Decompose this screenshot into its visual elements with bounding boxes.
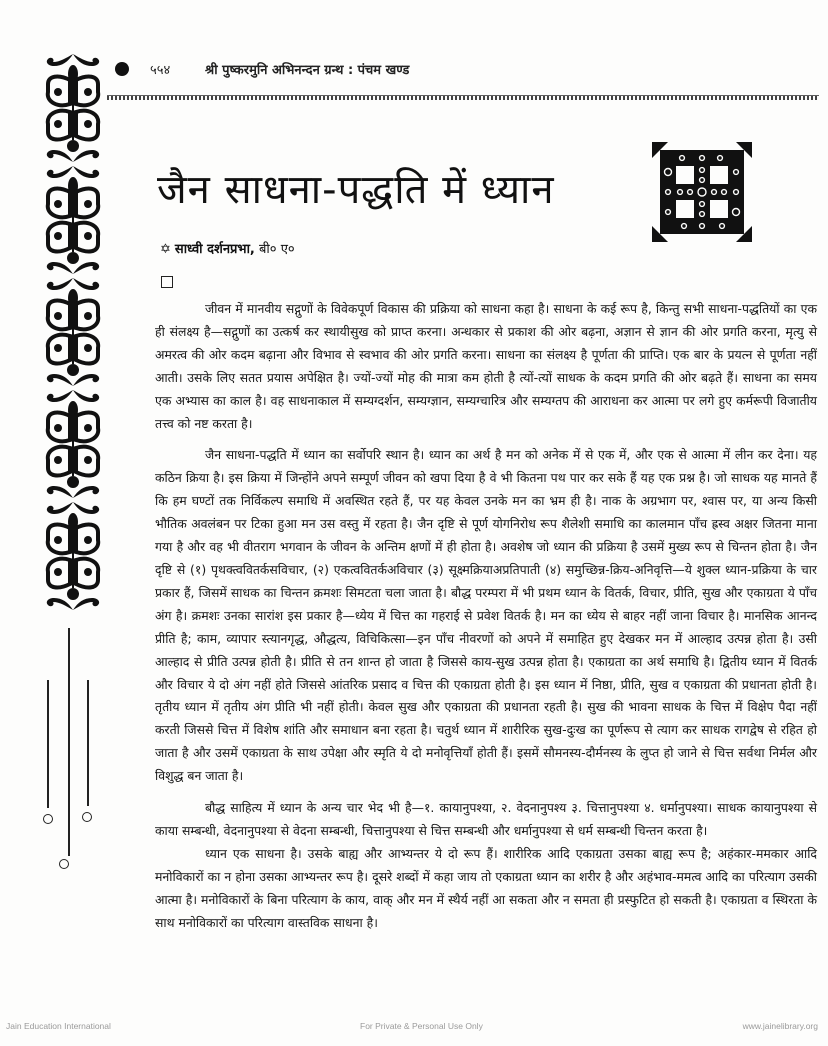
ornament-motif-icon	[40, 52, 106, 164]
header-dotted-rule	[107, 95, 819, 100]
author-line	[160, 239, 295, 257]
paragraph: जैन साधना-पद्धति में ध्यान का सर्वोपरि स्थान है। ध्यान का अर्थ है मन को अनेक में से एक में, और एक से आत्मा में लीन कर देना। यह कठिन क्रिया है। इस क्रिया में जिन्होंने अपने सम्पूर्ण जीवन को खपा दिया है वे भी कितना पथ पार कर सके हैं यह एक प्रश्न है। जो साधक यह मानते हैं कि हम घण्टों तक निर्विकल्प समाधि में अवस्थित रहते हैं, पर यह केवल उनके मन का भ्रम ही है। नाक के अग्रभाग पर, श्वास पर, या अन्य किसी भौतिक अवलंबन पर टिका हुआ मन उस वस्तु में रहता है। जैन दृष्टि से पूर्ण योगनिरोध रूप शैलेशी समाधि का कालमान पाँच ह्रस्व अक्षर जितना माना गया है और वह भी वीतराग भगवान के जीवन के अन्तिम क्षणों में ही होता है। अवशेष जो ध्यान की प्रक्रिया है उसमें मुख्य रूप से चिन्तन होता है। जैन दृष्टि से (१) पृथक्त्ववितर्कसविचार, (२) एकत्ववितर्कअविचार (३) सूक्ष्मक्रियाअप्रतिपाती (४) समुच्छिन्न-क्रिय-अनिवृत्ति—ये शुक्ल ध्यान-प्रक्रिया के चार प्रकार हैं, जिसमें साधक का चिन्तन क्रमशः सिमटता चला जाता है। बौद्ध परम्परा में भी प्रथम ध्यान के वितर्क, विचार, प्रीति, सुख और एकाग्रता ये पाँच अंग है। क्रमशः उनका सारांश इस प्रकार है—ध्येय में चित्त का गहराई से प्रवेश वितर्क है। मन का ध्येय से बाहर नहीं जाना विचार है। मानसिक आनन्द प्रीति है; काम, व्यापार स्त्यानगृद्ध, औद्धत्य, विचिकित्सा—इन पाँच नीवरणों को अपने में समाहित हुए देखकर मन में आल्हाद उत्पन्न होता है। उसी आल्हाद से प्रीति उत्पन्न होती है। प्रीति से तन शान्त हो जाता है जिससे काय-सुख उत्पन्न होता है। एकाग्रता का अर्थ समाधि है। द्वितीय ध्यान में वितर्क और विचार ये दो अंग नहीं होते जिससे आंतरिक प्रसाद व चित्त की एकाग्रता होती है। इस ध्यान में निष्ठा, प्रीति, सुख व एकाग्रता की प्रधानता होती है। तृतीय ध्यान में तृतीय अंग प्रीति भी नहीं होती। केवल सुख और एकाग्रता की प्रधानता रहती है। सुख की भावना साधक के चित्त में विक्षेप पैदा नहीं करती जिससे चित्त में विशेष शांति और समाधान बना रहता है। चतुर्थ ध्यान में शारीरिक सुख-दुःख का पूर्णरूप से त्याग कर साधक रागद्वेष से रहित हो जाता है और उसमें एकाग्रता के साथ उपेक्षा और स्मृति ये दो मनोवृत्तियाँ होती हैं। इसमें सौमनस्य-दौर्मनस्य के लुप्त हो जाने से चित्त सर्वथा निर्मल और विशुद्ध बन जाता है।	[155, 447, 817, 784]
hanging-line	[68, 628, 70, 856]
page-number: ५५४	[150, 63, 171, 78]
hanging-line	[47, 680, 49, 808]
ring-icon	[59, 859, 69, 869]
swastika-emblem-icon	[652, 142, 752, 242]
ornament-motif-icon	[40, 276, 106, 388]
ring-icon	[43, 814, 53, 824]
hanging-line	[87, 680, 89, 806]
ornament-motif-icon	[40, 500, 106, 612]
author-degree: बी० ए०	[254, 242, 295, 257]
running-header-title: श्री पुष्करमुनि अभिनन्दन ग्रन्थ : पंचम खण्ड	[205, 63, 410, 78]
ornament-motif-icon	[40, 164, 106, 276]
paragraph: जीवन में मानवीय सद्गुणों के विवेकपूर्ण विकास की प्रक्रिया को साधना कहा है। साधना के कई रूप है, किन्तु सभी साधना-पद्धतियों का एक ही संलक्ष्य है—सद्गुणों का उत्कर्ष कर स्थायीसुख को प्राप्त करना। अन्धकार से प्रकाश की ओर बढ़ना, अज्ञान से ज्ञान की ओर प्रगति करना, मृत्यु से अमरत्व की ओर कदम बढ़ाना और विभाव से स्वभाव की ओर प्रगति करना। साधना का संलक्ष्य है पूर्णता की प्राप्ति। एक बार के प्रयत्न से पूर्णता नहीं आती। उसके लिए सतत प्रयास अपेक्षित है। ज्यों-ज्यों मोह की मात्रा कम होती है त्यों-त्यों साधक के कदम प्रगति की ओर बढ़ते हैं। साधना का समय एक अभ्यास का काल है। वह साधनाकाल में सम्यग्दर्शन, सम्यग्ज्ञान, सम्यग्चारित्र और सम्यग्तप की आराधना कर आत्मा पर लगे हुए कर्मरूपी विजातीय तत्त्व को नष्ट करता है।	[155, 301, 817, 431]
ornament-motif-icon	[40, 388, 106, 500]
ring-icon	[82, 812, 92, 822]
square-box-icon	[161, 276, 173, 288]
paragraph: ध्यान एक साधना है। उसके बाह्य और आभ्यन्तर ये दो रूप हैं। शारीरिक आदि एकाग्रता उसका बाह्य रूप है; अहंकार-ममकार आदि मनोविकारों का न होना उसका आभ्यन्तर रूप है। दूसरे शब्दों में कहा जाय तो एकाग्रता ध्यान का शरीर है और अहंभाव-ममत्व आदि का परित्याग उसकी आत्मा है। मनोविकारों के बिना परित्याग के काय, वाक् और मन में स्थैर्य नहीं आ सकता और न समता ही प्रस्फुटित हो सकती है। एकाग्रता व स्थिरता के साथ मनोविकारों का परित्याग वास्तविक साधना है।	[155, 845, 817, 930]
article-body	[155, 298, 817, 934]
star-marker-icon: ✡	[160, 242, 171, 257]
footer-website-link[interactable]: www.jainelibrary.org	[742, 1021, 818, 1031]
bullet-dot-icon	[115, 62, 129, 76]
footer-publisher: Jain Education International	[6, 1021, 111, 1031]
paragraph: बौद्ध साहित्य में ध्यान के अन्य चार भेद भी है—१. कायानुपश्या, २. वेदनानुपश्य ३. चित्तानुपश्या ४. धर्मानुपश्या। साधक कायानुपश्या से काया सम्बन्धी, वेदनानुपश्या से वेदना सम्बन्धी, चित्तानुपश्या से चित्त सम्बन्धी और धर्मानुपश्या से धर्म सम्बन्धी चिन्तन करता है।	[155, 800, 817, 838]
footer-usage-note: For Private & Personal Use Only	[360, 1021, 483, 1031]
article-title: जैन साधना-पद्धति में ध्यान	[157, 167, 555, 213]
author-name: साध्वी दर्शनप्रभा,	[174, 242, 255, 257]
ornamental-border	[40, 52, 106, 612]
